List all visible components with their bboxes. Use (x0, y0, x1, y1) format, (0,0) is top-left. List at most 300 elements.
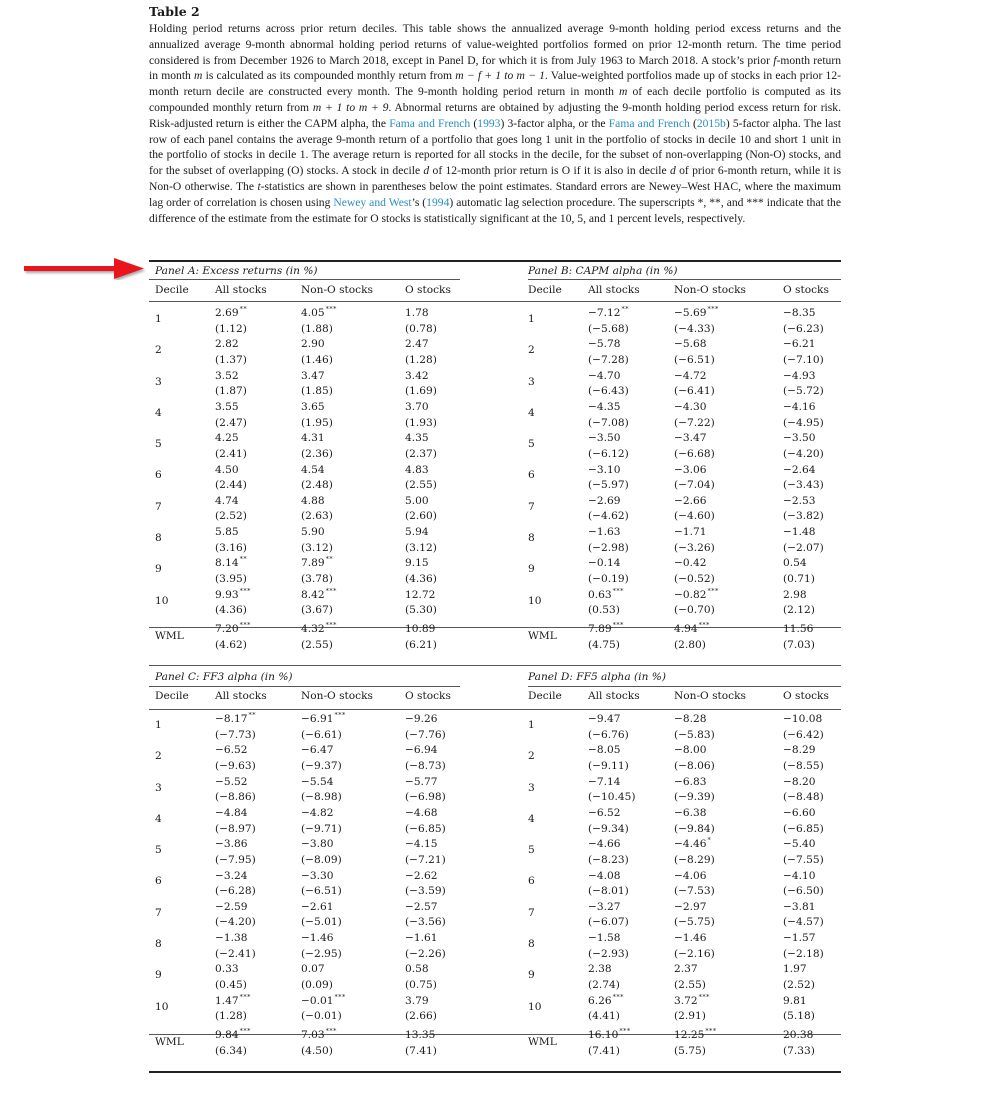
estimate-value: 3.42 (405, 369, 429, 382)
point-estimate (215, 333, 301, 353)
estimate-value: −8.28 (674, 713, 707, 726)
t-statistic: (1.95) (301, 416, 333, 429)
t-statistic: (−6.85) (783, 822, 824, 835)
estimate-value: 3.70 (405, 400, 429, 413)
estimate-value: −2.69 (588, 494, 621, 507)
point-estimate (674, 618, 783, 638)
table-row (522, 741, 841, 772)
citation-link-fama-french-1993[interactable]: Fama and French (389, 116, 471, 130)
point-estimate (783, 302, 841, 322)
point-estimate (301, 521, 405, 541)
significance-stars: *** (612, 992, 624, 1001)
cell-non-o-stocks (674, 741, 783, 772)
estimate-value: −4.08 (588, 869, 621, 882)
t-statistic: (−6.51) (301, 885, 342, 898)
point-estimate (301, 459, 405, 479)
point-estimate (588, 802, 674, 822)
t-statistic: (3.67) (301, 604, 333, 617)
point-estimate (405, 552, 460, 572)
citation-link-newey-west[interactable]: Newey and West (333, 195, 412, 209)
estimate-value: −4.35 (588, 400, 621, 413)
column-header-decile: Decile (528, 690, 562, 702)
decile-label: 2 (155, 750, 162, 763)
t-statistic: (−0.52) (674, 573, 715, 586)
cell-all-stocks (588, 492, 674, 523)
citation-year-link-2015b[interactable]: 2015b (696, 116, 726, 130)
wml-cell-non-o-stocks (301, 620, 405, 652)
point-estimate (405, 833, 460, 853)
point-estimate (674, 302, 783, 322)
table-row (522, 929, 841, 960)
decile-label: 3 (528, 375, 535, 388)
cell-all-stocks (215, 523, 301, 554)
significance-stars: *** (705, 1027, 717, 1036)
t-statistic: (1.28) (405, 353, 437, 366)
decile-label: 2 (528, 750, 535, 763)
estimate-value: −5.52 (215, 775, 248, 788)
estimate-value: −4.70 (588, 369, 621, 382)
estimate-value: 2.98 (783, 588, 807, 601)
significance-stars: *** (334, 711, 346, 720)
decile-label: 4 (155, 812, 162, 825)
estimate-value: −4.84 (215, 806, 248, 819)
cell-all-stocks (588, 460, 674, 491)
t-statistic: (0.71) (783, 573, 815, 586)
point-estimate (588, 865, 674, 885)
t-statistic: (−9.71) (301, 822, 342, 835)
estimate-value: −3.50 (588, 432, 621, 445)
significance-stars: ** (239, 555, 248, 564)
point-estimate (301, 427, 405, 447)
t-statistic: (−7.55) (783, 853, 824, 866)
point-estimate (674, 521, 783, 541)
point-estimate (674, 396, 783, 416)
cell-all-stocks (215, 929, 301, 960)
t-statistic: (4.50) (301, 1044, 333, 1057)
point-estimate (405, 584, 460, 604)
estimate-value: 10.89 (405, 623, 436, 636)
cell-o-stocks (405, 992, 460, 1023)
t-statistic: (−7.95) (215, 853, 256, 866)
cell-all-stocks (588, 586, 674, 617)
estimate-value: 5.90 (301, 526, 325, 539)
estimate-value: −7.14 (588, 775, 621, 788)
t-statistic: (−7.76) (405, 728, 446, 741)
estimate-value: −1.63 (588, 526, 621, 539)
point-estimate (301, 896, 405, 916)
cell-non-o-stocks (301, 398, 405, 429)
table-row (522, 586, 841, 617)
decile-label: 1 (528, 719, 535, 731)
cell-o-stocks (783, 586, 841, 617)
point-estimate (405, 771, 460, 791)
point-estimate (215, 490, 301, 510)
point-estimate (301, 584, 405, 604)
estimate-value: −6.60 (783, 806, 816, 819)
column-header-row (522, 686, 841, 706)
cell-all-stocks (215, 741, 301, 772)
citation-year-link-1993[interactable]: 1993 (477, 116, 501, 130)
t-statistic: (7.03) (783, 638, 815, 651)
t-statistic: (−7.10) (783, 353, 824, 366)
decile-label: 10 (528, 594, 542, 607)
cell-all-stocks (215, 429, 301, 460)
table-row (522, 398, 841, 429)
point-estimate (588, 552, 674, 572)
t-statistic: (−9.84) (674, 822, 715, 835)
t-statistic: (−5.83) (674, 728, 715, 741)
cell-o-stocks (405, 741, 460, 772)
cell-all-stocks (588, 335, 674, 366)
cell-all-stocks (215, 492, 301, 523)
point-estimate (301, 708, 405, 728)
point-estimate (588, 427, 674, 447)
cell-all-stocks (588, 960, 674, 991)
wml-row (149, 1026, 460, 1058)
t-statistic: (2.12) (783, 604, 815, 617)
decile-label: 6 (528, 469, 535, 482)
cell-o-stocks (783, 929, 841, 960)
t-statistic: (2.60) (405, 510, 437, 523)
t-statistic: (1.93) (405, 416, 437, 429)
table-row (522, 866, 841, 897)
t-statistic: (−4.33) (674, 322, 715, 335)
t-statistic: (1.37) (215, 353, 247, 366)
t-statistic: (−5.75) (674, 916, 715, 929)
cell-o-stocks (783, 429, 841, 460)
cell-non-o-stocks (301, 960, 405, 991)
t-statistic: (7.41) (588, 1044, 620, 1057)
point-estimate (674, 552, 783, 572)
significance-stars: *** (612, 586, 624, 595)
significance-stars: *** (698, 621, 710, 630)
wml-cell-all-stocks (215, 1026, 301, 1058)
column-header-all-stocks: All stocks (588, 690, 640, 702)
estimate-value: 12.72 (405, 588, 436, 601)
estimate-value: 6.26 (588, 994, 612, 1007)
t-statistic: (−9.34) (588, 822, 629, 835)
point-estimate (783, 927, 841, 947)
cell-non-o-stocks (301, 523, 405, 554)
estimate-value: −2.61 (301, 900, 334, 913)
estimate-value: 1.97 (783, 963, 807, 976)
column-header-decile: Decile (155, 690, 189, 702)
decile-label: 4 (528, 406, 535, 419)
point-estimate (405, 365, 460, 385)
point-estimate (674, 771, 783, 791)
decile-label: 1 (155, 313, 162, 325)
estimate-value: −4.93 (783, 369, 816, 382)
t-statistic: (2.44) (215, 479, 247, 492)
t-statistic: (−2.98) (588, 541, 629, 554)
point-estimate (301, 333, 405, 353)
cell-non-o-stocks (674, 929, 783, 960)
panel-c-ff3-alpha (149, 668, 460, 1058)
cell-o-stocks (405, 460, 460, 491)
cell-all-stocks (588, 835, 674, 866)
cell-all-stocks (215, 554, 301, 585)
cell-o-stocks (405, 804, 460, 835)
estimate-value: 3.65 (301, 400, 325, 413)
wml-cell-non-o-stocks (301, 1026, 405, 1058)
t-statistic: (−6.85) (405, 822, 446, 835)
wml-row (149, 620, 460, 652)
t-statistic: (−6.07) (588, 916, 629, 929)
table-caption-block (149, 4, 841, 226)
decile-label: 2 (528, 344, 535, 357)
estimate-value: 2.69 (215, 307, 239, 320)
point-estimate (588, 302, 674, 322)
estimate-value: 3.55 (215, 400, 239, 413)
t-statistic: (−4.60) (674, 510, 715, 523)
estimate-value: 2.90 (301, 338, 325, 351)
point-estimate (215, 618, 301, 638)
table-row (149, 835, 460, 866)
citation-year-link-1994[interactable]: 1994 (426, 195, 450, 209)
significance-stars: *** (239, 992, 251, 1001)
t-statistic: (−7.53) (674, 885, 715, 898)
estimate-value: −3.50 (783, 432, 816, 445)
point-estimate (588, 521, 674, 541)
estimate-value: −4.82 (301, 806, 334, 819)
panel-title: Panel C: FF3 alpha (in %) (155, 671, 293, 683)
estimate-value: 5.85 (215, 526, 239, 539)
table-row (149, 960, 460, 991)
estimate-value: −2.53 (783, 494, 816, 507)
significance-stars: ** (239, 305, 248, 314)
wml-row (522, 1026, 841, 1058)
estimate-value: −2.59 (215, 900, 248, 913)
point-estimate (405, 396, 460, 416)
significance-stars: *** (619, 1027, 631, 1036)
wml-label: WML (528, 1035, 557, 1048)
t-statistic: (−6.23) (783, 322, 824, 335)
t-statistic: (3.12) (405, 541, 437, 554)
estimate-value: −9.26 (405, 713, 438, 726)
decile-label: 4 (528, 812, 535, 825)
cell-non-o-stocks (674, 460, 783, 491)
estimate-value: −4.68 (405, 806, 438, 819)
point-estimate (301, 990, 405, 1010)
column-header-row (522, 280, 841, 300)
point-estimate (674, 490, 783, 510)
point-estimate (588, 1024, 674, 1044)
t-statistic: (1.12) (215, 322, 247, 335)
t-statistic: (2.52) (215, 510, 247, 523)
estimate-value: −8.29 (783, 744, 816, 757)
estimate-value: −0.14 (588, 557, 621, 570)
significance-stars: * (707, 836, 712, 845)
estimate-value: 11.56 (783, 623, 814, 636)
cell-o-stocks (783, 804, 841, 835)
t-statistic: (−7.04) (674, 479, 715, 492)
estimate-value: 0.33 (215, 963, 239, 976)
estimate-value: 3.47 (301, 369, 325, 382)
t-statistic: (−6.41) (674, 385, 715, 398)
estimate-value: 8.14 (215, 557, 239, 570)
decile-label: 2 (155, 344, 162, 357)
table-row (149, 586, 460, 617)
estimate-value: −4.46 (674, 838, 707, 851)
citation-link-fama-french-2015b[interactable]: Fama and French (608, 116, 690, 130)
t-statistic: (−6.51) (674, 353, 715, 366)
estimate-value: 7.89 (301, 557, 325, 570)
estimate-value: 4.05 (301, 307, 325, 320)
point-estimate (588, 771, 674, 791)
t-statistic: (−6.68) (674, 447, 715, 460)
point-estimate (783, 802, 841, 822)
t-statistic: (−6.42) (783, 728, 824, 741)
t-statistic: (−6.28) (215, 885, 256, 898)
point-estimate (674, 802, 783, 822)
t-statistic: (2.74) (588, 979, 620, 992)
wml-cell-o-stocks (405, 620, 460, 652)
point-estimate (215, 521, 301, 541)
point-estimate (405, 521, 460, 541)
point-estimate (588, 365, 674, 385)
point-estimate (588, 833, 674, 853)
cell-all-stocks (588, 929, 674, 960)
column-header-row (149, 686, 460, 706)
wml-cell-all-stocks (588, 620, 674, 652)
estimate-value: −0.01 (301, 994, 334, 1007)
decile-label: 3 (528, 781, 535, 794)
table-caption: Holding period returns across prior return deciles. This table shows the annualized average 9-month holding period excess returns and the annualized average 9-month abnormal holding period returns of value-weighted portfolios formed on prior 12-month return. The time period considered is from December 1926 to March 2018, except in Panel D, for which it is from July 1963 to March 2018. A stock’s prior f-month return in month m is calculated as its compounded monthly return from m − f + 1 to m − 1. Value-weighted portfolios made up of stocks in each prior 12-month return decile are constructed every month. The 9-month holding period return in month m of each decile portfolio is computed as its compounded monthly return from m + 1 to m + 9. Abnormal returns are obtained by adjusting the 9-month holding period excess return for risk. Risk-adjusted return is either the CAPM alpha, the Fama and French (1993) 3-factor alpha, or the Fama and French (2015b) 5-factor alpha. The last row of each panel contains the average 9-month return of a portfolio that goes long 1 unit in the portfolio of stocks in decile 10 and short 1 unit in the portfolio of stocks in decile 1. The average return is reported for all stocks in the decile, for the subset of non-overlapping (Non-O) stocks, and for the subset of overlapping (O) stocks. A stock in decile d of 12-month prior return is O if it is also in decile d of prior 6-month return, while it is Non-O otherwise. The t-statistics are shown in parentheses below the point estimates. Standard errors are Newey–West HAC, where the maximum lag order of correlation is chosen using Newey and West’s (1994) automatic lag selection procedure. The superscripts *, **, and *** indicate that the difference of the estimate from the estimate for O stocks is statistically significant at the 10, 5, and 1 percent levels, respectively. (149, 22, 841, 225)
decile-label: 7 (155, 500, 162, 513)
table-row (522, 335, 841, 366)
wml-cell-non-o-stocks (674, 620, 783, 652)
cell-non-o-stocks (301, 992, 405, 1023)
decile-label: 6 (155, 469, 162, 482)
cell-all-stocks (588, 773, 674, 804)
table-row (522, 804, 841, 835)
decile-rows (149, 706, 460, 1023)
cell-non-o-stocks (301, 773, 405, 804)
point-estimate (674, 896, 783, 916)
t-statistic: (−5.97) (588, 479, 629, 492)
column-header-non-o-stocks: Non-O stocks (674, 690, 746, 702)
t-statistic: (−2.26) (405, 947, 446, 960)
cell-non-o-stocks (674, 960, 783, 991)
t-statistic: (−2.93) (588, 947, 629, 960)
point-estimate (674, 990, 783, 1010)
estimate-value: −5.78 (588, 338, 621, 351)
table-row (149, 710, 460, 741)
t-statistic: (0.78) (405, 322, 437, 335)
estimate-value: −6.38 (674, 806, 707, 819)
cell-o-stocks (405, 554, 460, 585)
estimate-value: 4.88 (301, 494, 325, 507)
t-statistic: (−4.95) (783, 416, 824, 429)
t-statistic: (2.66) (405, 1010, 437, 1023)
panel-a-excess-returns (149, 262, 460, 652)
t-statistic: (−8.23) (588, 853, 629, 866)
decile-label: 3 (155, 375, 162, 388)
point-estimate (405, 865, 460, 885)
estimate-value: 7.03 (301, 1029, 325, 1042)
t-statistic: (−7.08) (588, 416, 629, 429)
wml-cell-all-stocks (588, 1026, 674, 1058)
estimate-value: −2.64 (783, 463, 816, 476)
point-estimate (588, 333, 674, 353)
table-row (149, 367, 460, 398)
table-row (149, 335, 460, 366)
point-estimate (215, 365, 301, 385)
column-header-all-stocks: All stocks (215, 284, 267, 296)
t-statistic: (7.33) (783, 1044, 815, 1057)
estimate-value: 4.25 (215, 432, 239, 445)
point-estimate (588, 896, 674, 916)
cell-o-stocks (783, 554, 841, 585)
point-estimate (588, 708, 674, 728)
point-estimate (405, 1024, 460, 1044)
decile-label: 9 (528, 563, 535, 576)
table-row (149, 304, 460, 335)
cell-o-stocks (405, 710, 460, 741)
t-statistic: (−5.72) (783, 385, 824, 398)
point-estimate (215, 771, 301, 791)
table-row (522, 492, 841, 523)
t-statistic: (3.12) (301, 541, 333, 554)
t-statistic: (−10.45) (588, 791, 636, 804)
point-estimate (301, 552, 405, 572)
estimate-value: −8.05 (588, 744, 621, 757)
estimate-value: 7.20 (215, 623, 239, 636)
cell-all-stocks (588, 710, 674, 741)
cell-non-o-stocks (301, 304, 405, 335)
point-estimate (783, 771, 841, 791)
table-row (522, 304, 841, 335)
estimate-value: −8.35 (783, 307, 816, 320)
t-statistic: (−3.59) (405, 885, 446, 898)
point-estimate (215, 302, 301, 322)
t-statistic: (4.62) (215, 638, 247, 651)
estimate-value: 9.93 (215, 588, 239, 601)
significance-stars: *** (707, 305, 719, 314)
wml-cell-o-stocks (783, 620, 841, 652)
point-estimate (405, 708, 460, 728)
column-header-decile: Decile (155, 284, 189, 296)
table-row (522, 367, 841, 398)
t-statistic: (−7.21) (405, 853, 446, 866)
estimate-value: −2.62 (405, 869, 438, 882)
decile-label: 8 (528, 938, 535, 951)
estimate-value: −1.61 (405, 932, 438, 945)
t-statistic: (4.36) (405, 573, 437, 586)
t-statistic: (0.53) (588, 604, 620, 617)
t-statistic: (2.91) (674, 1010, 706, 1023)
t-statistic: (−0.01) (301, 1010, 342, 1023)
decile-label: 1 (155, 719, 162, 731)
point-estimate (215, 927, 301, 947)
point-estimate (405, 990, 460, 1010)
t-statistic: (−2.16) (674, 947, 715, 960)
t-statistic: (2.55) (674, 979, 706, 992)
t-statistic: (−8.29) (674, 853, 715, 866)
decile-label: 5 (528, 844, 535, 857)
t-statistic: (3.78) (301, 573, 333, 586)
cell-o-stocks (405, 367, 460, 398)
estimate-value: −1.46 (301, 932, 334, 945)
wml-label: WML (155, 629, 184, 642)
cell-o-stocks (783, 773, 841, 804)
point-estimate (215, 833, 301, 853)
estimate-value: −4.10 (783, 869, 816, 882)
estimate-value: −1.58 (588, 932, 621, 945)
table-row (149, 460, 460, 491)
estimate-value: 16.10 (588, 1029, 619, 1042)
column-header-decile: Decile (528, 284, 562, 296)
